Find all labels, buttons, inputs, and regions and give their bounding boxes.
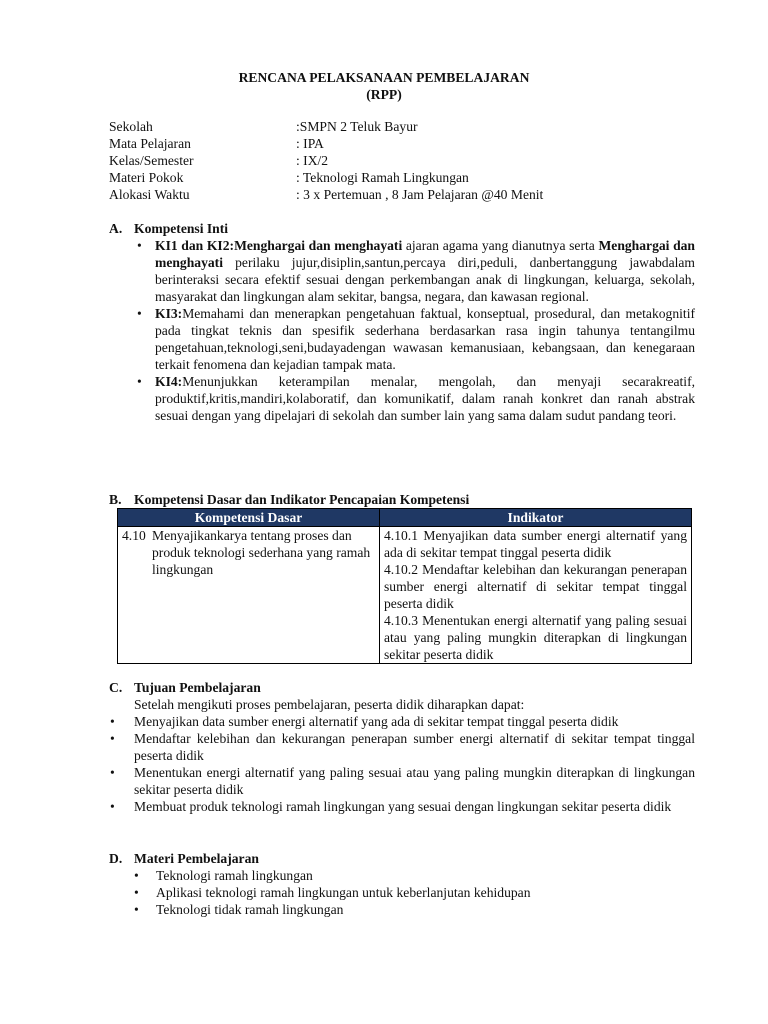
list-item: • Teknologi tidak ramah lingkungan bbox=[134, 901, 531, 918]
list-item: • Menentukan energi alternatif yang paling sesuai atau yang paling mungkin diterapkan di lingkungan sekitar peserta didik bbox=[109, 764, 695, 798]
section-a-heading bbox=[109, 220, 228, 237]
info-value: : Teknologi Ramah Lingkungan bbox=[296, 170, 469, 185]
indicator-item: 4.10.1 Menyajikan data sumber energi alternatif yang ada di sekitar tempat tinggal peserta didik bbox=[384, 528, 687, 560]
table-header-row bbox=[118, 509, 692, 527]
info-value: : IPA bbox=[296, 136, 324, 151]
section-d-heading bbox=[109, 850, 259, 867]
kompetensi-inti-list bbox=[135, 237, 695, 424]
ki-label: KI3: bbox=[155, 306, 183, 321]
section-b-heading bbox=[109, 491, 469, 508]
kd-content bbox=[122, 527, 375, 578]
ki-text: ajaran agama yang dianutnya serta bbox=[402, 238, 599, 253]
document-subtitle: (RPP) bbox=[366, 87, 402, 102]
section-letter: D. bbox=[109, 851, 123, 866]
info-label: Alokasi Waktu bbox=[109, 187, 190, 202]
ki-label: KI4: bbox=[155, 374, 183, 389]
kd-cell bbox=[118, 527, 380, 664]
info-row-alokasi-waktu bbox=[109, 186, 543, 203]
ki-emphasis: Menghargai dan menghayati bbox=[234, 238, 403, 253]
tujuan-list bbox=[109, 713, 695, 815]
info-row-kelas-semester bbox=[109, 152, 543, 169]
section-letter: C. bbox=[109, 680, 123, 695]
ki-text: perilaku jujur,disiplin,santun,percaya diri,peduli, danbertanggung jawabdalam berinteraksi secara efektif sesuai dengan perkembangan anak di lingkungan, keluarga, sekolah, masyarakat dan lingkungan alam sekitar, bangsa, negara, dan kawasan regional. bbox=[155, 255, 695, 304]
materi-list bbox=[134, 867, 531, 918]
info-value: : 3 x Pertemuan , 8 Jam Pelajaran @40 Menit bbox=[296, 187, 544, 202]
indicator-cell bbox=[380, 527, 692, 664]
section-title: Materi Pembelajaran bbox=[134, 851, 259, 866]
list-item: • Membuat produk teknologi ramah lingkungan yang sesuai dengan lingkungan sekitar peserta didik bbox=[109, 798, 695, 815]
info-label: Sekolah bbox=[109, 119, 153, 134]
indicator-item: 4.10.2 Mendaftar kelebihan dan kekurangan penerapan sumber energi alternatif di sekitar tempat tinggal peserta didik bbox=[384, 562, 687, 611]
info-label: Materi Pokok bbox=[109, 170, 184, 185]
info-row-mata-pelajaran bbox=[109, 135, 543, 152]
kd-number: 4.10 bbox=[122, 528, 146, 543]
table-header-kompetensi-dasar: Kompetensi Dasar bbox=[118, 509, 380, 527]
section-letter: A. bbox=[109, 221, 123, 236]
info-value: :SMPN 2 Teluk Bayur bbox=[296, 119, 418, 134]
tujuan-intro: Setelah mengikuti proses pembelajaran, peserta didik diharapkan dapat: bbox=[134, 697, 525, 712]
list-item-ki3 bbox=[135, 305, 695, 373]
list-item: • Teknologi ramah lingkungan bbox=[134, 867, 531, 884]
list-item-ki4 bbox=[135, 373, 695, 424]
kompetensi-table bbox=[117, 508, 692, 664]
section-title: Kompetensi Inti bbox=[134, 221, 229, 236]
list-item-ki1-ki2 bbox=[135, 237, 695, 305]
section-c-heading bbox=[109, 679, 261, 696]
table-row bbox=[118, 527, 692, 664]
document-title: RENCANA PELAKSANAAN PEMBELAJARAN bbox=[238, 70, 530, 85]
section-title: Tujuan Pembelajaran bbox=[134, 680, 261, 695]
info-row-sekolah bbox=[109, 118, 543, 135]
identity-block bbox=[109, 118, 543, 203]
ki-text: Menunjukkan keterampilan menalar, mengolah, dan menyaji secarakreatif, produktif,kritis,mandiri,kolaboratif, dan komunikatif, dalam ranah konkret dan ranah abstrak sesuai dengan yang dipelajari di sekolah dan sumber lain yang sama dalam sudut pandang teori. bbox=[155, 374, 695, 423]
section-title: Kompetensi Dasar dan Indikator Pencapaian Kompetensi bbox=[134, 492, 470, 507]
ki-text: Memahami dan menerapkan pengetahuan faktual, konseptual, prosedural, dan metakognitif pada tingkat teknis dan spesifik sederhana berdasarkan rasa ingin tahunya tentangilmu pengetahuan,teknologi,seni,budayadengan wawasan kemanusiaan, kebangsaan, dan kenegaraan terkait fenomena dan kejadian tampak mata. bbox=[155, 306, 695, 372]
ki-emphasis: Menghargai dan menghayati bbox=[155, 238, 695, 270]
kd-text: Menyajikankarya tentang proses dan produk teknologi sederhana yang ramah lingkungan bbox=[152, 528, 371, 577]
info-value: : IX/2 bbox=[296, 153, 329, 168]
table-header-indikator: Indikator bbox=[380, 509, 692, 527]
ki-label: KI1 dan KI2: bbox=[155, 238, 235, 253]
section-letter: B. bbox=[109, 492, 122, 507]
info-row-materi-pokok bbox=[109, 169, 543, 186]
list-item: • Menyajikan data sumber energi alternatif yang ada di sekitar tempat tinggal peserta didik bbox=[109, 713, 695, 730]
info-label: Mata Pelajaran bbox=[109, 136, 191, 151]
list-item: • Mendaftar kelebihan dan kekurangan penerapan sumber energi alternatif di sekitar tempat tinggal peserta didik bbox=[109, 730, 695, 764]
info-label: Kelas/Semester bbox=[109, 153, 194, 168]
indicator-item: 4.10.3 Menentukan energi alternatif yang paling sesuai atau yang paling mungkin diterapkan di lingkungan sekitar peserta didik bbox=[384, 613, 687, 662]
list-item: • Aplikasi teknologi ramah lingkungan untuk keberlanjutan kehidupan bbox=[134, 884, 531, 901]
